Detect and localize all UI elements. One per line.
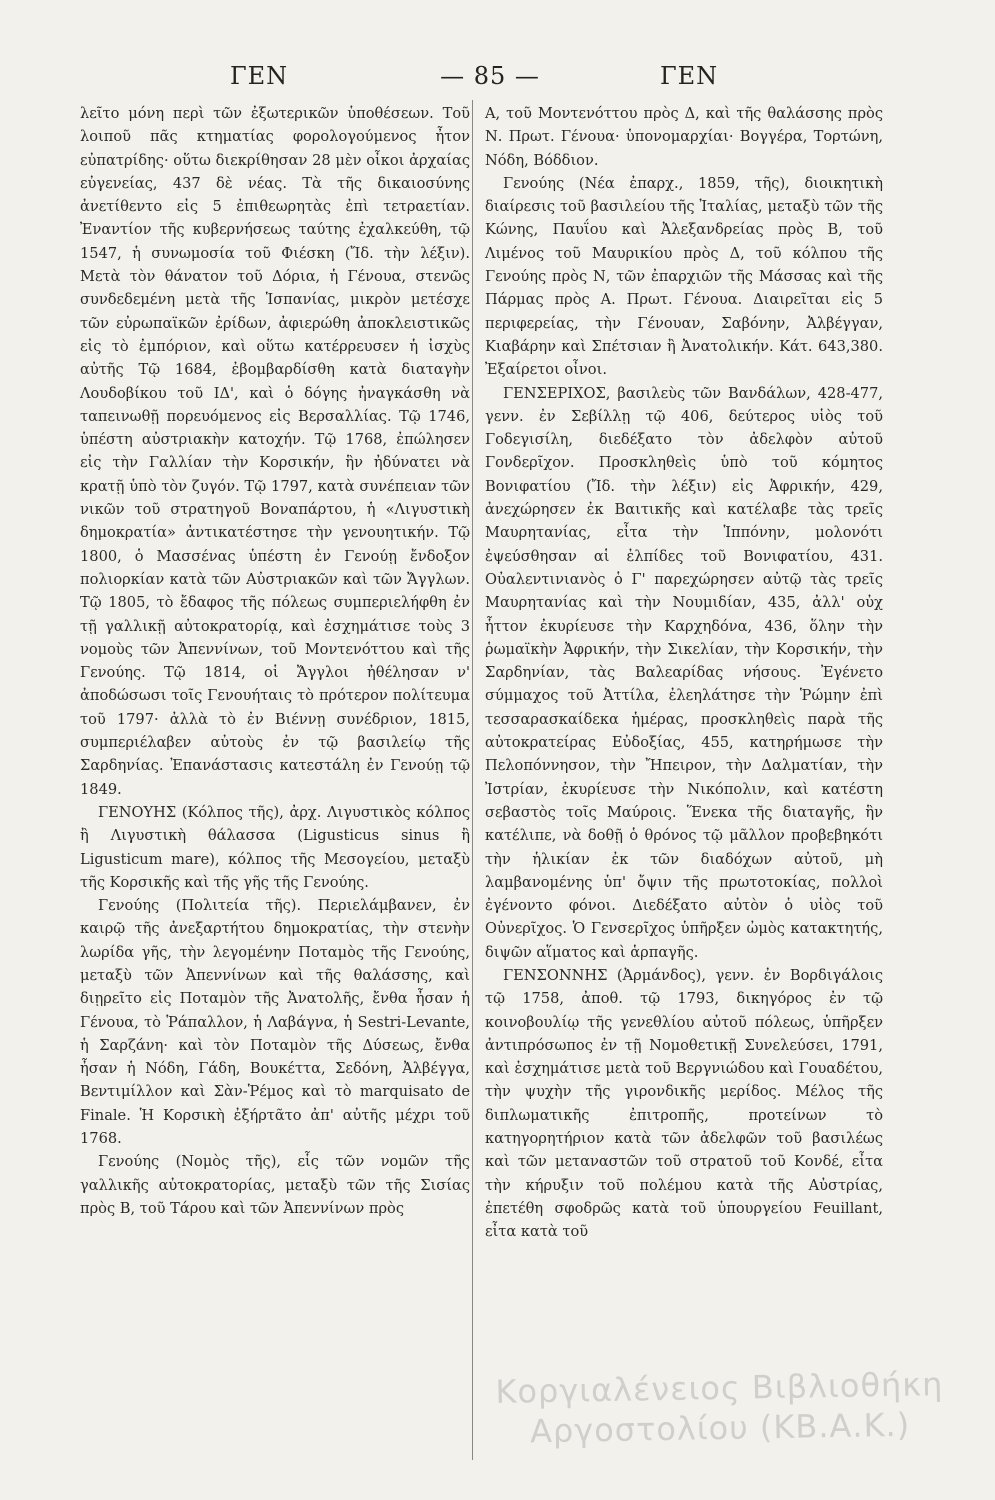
right-column bbox=[485, 102, 883, 1244]
header-right-guideword: ΓΕΝ bbox=[660, 62, 719, 90]
text-paragraph: λεῖτο μόνη περὶ τῶν ἐξωτερικῶν ὑποθέσεων. Τοῦ λοιποῦ πᾶς κτηματίας φορολογούμενος ἦτον εὐπατρίδης· οὕτω διεκρίθησαν 28 μὲν οἶκοι ἀρχαίας εὐγενείας, 437 δὲ νέας. Τὰ τῆς δικαιοσύνης ἀνετίθεντο εἰς 5 ἐπιθεωρητὰς ἐπὶ τετραετίαν. Ἐναντίον τῆς κυβερνήσεως ταύτης ἐχαλκεύθη, τῷ 1547, ἡ συνωμοσία τοῦ Φιέσκη (Ἴδ. τὴν λέξιν). Μετὰ τὸν θάνατον τοῦ Δόρια, ἡ Γένουα, στενῶς συνδεδεμένη μετὰ τῆς Ἱσπανίας, μικρὸν μετέσχε τῶν εὐρωπαϊκῶν ἐρίδων, ἀφιερώθη ἀποκλειστικῶς εἰς τὸ ἐμπόριον, καὶ οὕτω κατέρρευσεν ἡ ἰσχὺς αὐτῆς Τῷ 1684, ἐβομβαρδίσθη κατὰ διαταγὴν Λουδοβίκου τοῦ ΙΔ', καὶ ὁ δόγης ἠναγκάσθη νὰ ταπεινωθῇ πορευόμενος εἰς Βερσαλλίας. Τῷ 1746, ὑπέστη αὐστριακὴν κατοχήν. Τῷ 1768, ἐπώλησεν εἰς τὴν Γαλλίαν τὴν Κορσικήν, ἣν ἠδύνατει νὰ κρατῇ ὑπὸ τὸν ζυγόν. Τῷ 1797, κατὰ συνέπειαν τῶν νικῶν τοῦ στρατηγοῦ Βοναπάρτου, ἡ «Λιγυστικὴ δημοκρατία» ἀντικατέστησε τὴν γενουητικήν. Τῷ 1800, ὁ Μασσένας ὑπέστη ἐν Γενούῃ ἔνδοξον πολιορκίαν κατὰ τῶν Αὐστριακῶν καὶ τῶν Ἄγγλων. Τῷ 1805, τὸ ἔδαφος τῆς πόλεως συμπεριελήφθη ἐν τῇ γαλλικῇ αὐτοκρατορίᾳ, καὶ ἐσχημάτισε τοὺς 3 νομοὺς τῶν Ἀπεννίνων, τοῦ Μοντενόττου καὶ τῆς Γενούης. Τῷ 1814, οἱ Ἄγγλοι ἠθέλησαν ν' ἀποδώσωσι τοῖς Γενουήταις τὸ πρότερον πολίτευμα τοῦ 1797· ἀλλὰ τὸ ἐν Βιέννῃ συνέδριον, 1815, συμπεριέλαβεν αὐτοὺς ἐν τῷ βασιλείῳ τῆς Σαρδηνίας. Ἐπανάστασις κατεστάλη ἐν Γενούῃ τῷ 1849. bbox=[80, 105, 470, 798]
dictionary-entry: ΓΕΝΣΟΝΝΗΣ (Ἀρμάνδος), γενν. ἐν Βορδιγάλοις τῷ 1758, ἀποθ. τῷ 1793, δικηγόρος ἐν τῷ κοινοβουλίῳ τῆς γενεθλίου αὐτοῦ πόλεως, ὑπῆρξεν ἀντιπρόσωπος ἐν τῇ Νομοθετικῇ Συνελεύσει, 1791, καὶ ἐσχημάτισε μετὰ τοῦ Βεργνιώδου καὶ Γουαδέτου, τὴν ψυχὴν τῆς γιρονδικῆς μερίδος. Μέλος τῆς διπλωματικῆς ἐπιτροπῆς, προτείνων τὸ κατηγορητήριον κατὰ τῶν ἀδελφῶν τοῦ βασιλέως καὶ τῶν μεταναστῶν τοῦ στρατοῦ τοῦ Κονδέ, εἶτα τὴν κήρυξιν τοῦ πολέμου κατὰ τῆς Αὐστρίας, ἐπετέθη σφοδρῶς κατὰ τοῦ ὑπουργείου Feuillant, εἶτα κατὰ τοῦ bbox=[485, 966, 883, 1241]
header-left-guideword: ΓΕΝ bbox=[230, 62, 289, 90]
dictionary-entry: ΓΕΝΟΥΗΣ (Κόλπος τῆς), ἀρχ. Λιγυστικὸς κόλπος ἢ Λιγυστικὴ θάλασσα (Ligusticus sinus ἢ Ligusticum mare), κόλπος τῆς Μεσογείου, μεταξὺ τῆς Κορσικῆς καὶ τῆς γῆς τῆς Γενούης. bbox=[80, 803, 470, 891]
library-watermark: Κοργιαλένειος Βιβλιοθήκη Αργοστολίου (ΚΒ.Α.Κ.) bbox=[495, 1365, 944, 1451]
text-paragraph: Α, τοῦ Μοντενόττου πρὸς Δ, καὶ τῆς θαλάσσης πρὸς Ν. Πρωτ. Γένουα· ὑπονομαρχίαι· Βογγέρα, Τορτώνη, Νόδη, Βόδδιον. bbox=[485, 105, 883, 169]
dictionary-entry: ΓΕΝΣΕΡΙΧΟΣ, βασιλεὺς τῶν Βανδάλων, 428-477, γενν. ἐν Σεβίλλῃ τῷ 406, δεύτερος υἱὸς τοῦ Γοδεγισίλη, διεδέξατο τὸν ἀδελφὸν αὐτοῦ Γονδερῖχον. Προσκληθεὶς ὑπὸ τοῦ κόμητος Βονιφατίου (Ἴδ. τὴν λέξιν) εἰς Ἀφρικήν, 429, ἀνεχώρησεν ἐκ Βαιτικῆς καὶ κατέλαβε τὰς τρεῖς Μαυρητανίας, εἶτα τὴν Ἱππόνην, μολονότι ἐψεύσθησαν αἱ ἐλπίδες τοῦ Βονιφατίου, 431. Οὐαλεντινιανὸς ὁ Γ' παρεχώρησεν αὐτῷ τὰς τρεῖς Μαυρητανίας καὶ τὴν Νουμιδίαν, 435, ἀλλ' οὐχ ἧττον ἐκυρίευσε τὴν Καρχηδόνα, 436, ὅλην τὴν ῥωμαϊκὴν Ἀφρικήν, τὴν Σικελίαν, τὴν Κορσικήν, τὴν Σαρδηνίαν, τὰς Βαλεαρίδας νήσους. Ἐγένετο σύμμαχος τοῦ Ἀττίλα, ἐλεηλάτησε τὴν Ῥώμην ἐπὶ τεσσαρασκαίδεκα ἡμέρας, προσκληθεὶς παρὰ τῆς αὐτοκρατείρας Εὐδοξίας, 455, κατηρήμωσε τὴν Πελοπόννησον, τὴν Ἤπειρον, τὴν Δαλματίαν, τὴν Ἰστρίαν, ἐκυρίευσε τὴν Νικόπολιν, καὶ κατέστη σεβαστὸς τοῖς Μαύροις. Ἕνεκα τῆς διαταγῆς, ἣν κατέλιπε, νὰ δοθῇ ὁ θρόνος τῷ μᾶλλον προβεβηκότι τὴν ἡλικίαν ἐκ τῶν διαδόχων αὐτοῦ, μὴ λαμβανομένης ὑπ' ὄψιν τῆς πρωτοτοκίας, πολλοὶ ἐγένοντο φόνοι. Διεδέξατο αὐτὸν ὁ υἱὸς τοῦ Οὐνερῖχος. Ὁ Γενσερῖχος ὑπῆρξεν ὠμὸς κατακτητής, διψῶν αἵματος καὶ ἁρπαγῆς. bbox=[485, 384, 883, 961]
page-header bbox=[80, 62, 910, 102]
dictionary-entry: Γενούης (Νέα ἐπαρχ., 1859, τῆς), διοικητικὴ διαίρεσις τοῦ βασιλείου τῆς Ἰταλίας, μεταξὺ τῶν τῆς Κώνης, Παυΐου καὶ Ἀλεξανδρείας πρὸς Β, τοῦ Λιμένος τοῦ Μαυρικίου πρὸς Δ, τοῦ κόλπου τῆς Γενούης πρὸς Ν, τῶν ἐπαρχιῶν τῆς Μάσσας καὶ τῆς Πάρμας πρὸς Α. Πρωτ. Γένουα. Διαιρεῖται εἰς 5 περιφερείας, τὴν Γένουαν, Σαβόνην, Ἀλβέγγαν, Κιαβάρην καὶ Σπέτσιαν ἢ Ἀνατολικήν. Κάτ. 643,380. Ἐξαίρετοι οἶνοι. bbox=[485, 174, 883, 379]
column-divider bbox=[472, 100, 473, 1460]
dictionary-entry: Γενούης (Νομὸς τῆς), εἷς τῶν νομῶν τῆς γαλλικῆς αὐτοκρατορίας, μεταξὺ τῶν τῆς Σισίας πρὸς Β, τοῦ Τάρου καὶ τῶν Ἀπεννίνων πρὸς bbox=[80, 1153, 470, 1217]
page-number: — 85 — bbox=[440, 62, 540, 90]
dictionary-entry: Γενούης (Πολιτεία τῆς). Περιελάμβανεν, ἐν καιρῷ τῆς ἀνεξαρτήτου δημοκρατίας, τὴν στενὴν λωρίδα γῆς, τὴν λεγομένην Ποταμὸς τῆς Γενούης, μεταξὺ τῶν Ἀπεννίνων καὶ τῆς θαλάσσης, καὶ διῃρεῖτο εἰς Ποταμὸν τῆς Ἀνατολῆς, ἔνθα ἦσαν ἡ Γένουα, τὸ Ῥάπαλλον, ἡ Λαβάγνα, ἡ Sestri-Levante, ἡ Σαρζάνη· καὶ τὸν Ποταμὸν τῆς Δύσεως, ἔνθα ἦσαν ἡ Νόδη, Γάδη, Βουκέττα, Σεδόνη, Ἀλβέγγα, Βεντιμίλλον καὶ Σὰν-Ῥέμος καὶ τὸ marquisato de Finale. Ἡ Κορσικὴ ἐξήρτᾶτο ἀπ' αὐτῆς μέχρι τοῦ 1768. bbox=[80, 897, 470, 1148]
left-column bbox=[80, 102, 470, 1220]
